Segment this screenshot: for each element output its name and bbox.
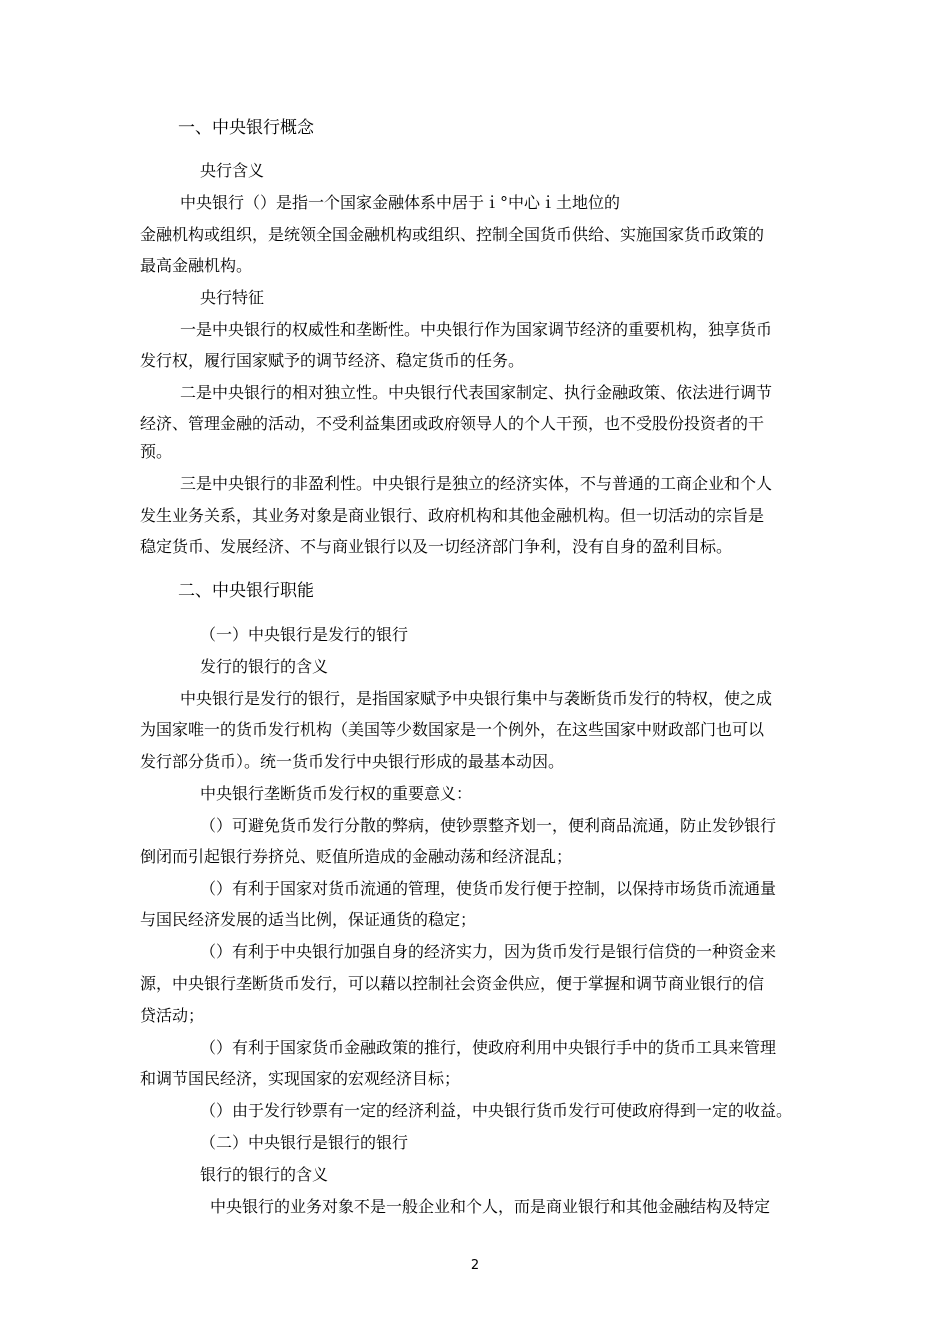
section-heading-2: 二、中央银行职能 [178, 581, 314, 601]
list-item-line: 贷活动； [140, 1006, 205, 1025]
subheading-central-bank-meaning: 央行含义 [200, 161, 265, 180]
paragraph-line: 发行部分货币）。统一货币发行中央银行形成的最基本动因。 [140, 752, 565, 771]
list-item-line: 源，中央银行垄断货币发行，可以藉以控制社会资金供应，便于掌握和调节商业银行的信 [140, 974, 765, 993]
list-item-line: 倒闭而引起银行券挤兑、贬值所造成的金融动荡和经济混乱； [140, 847, 573, 866]
paragraph-line: 预。 [140, 442, 173, 461]
paragraph-line: 二是中央银行的相对独立性。中央银行代表国家制定、执行金融政策、依法进行调节 [180, 383, 773, 402]
list-item-line: （）有利于国家对货币流通的管理，使货币发行便于控制，以保持市场货币流通量 [200, 879, 777, 898]
list-item-line: （）有利于中央银行加强自身的经济实力，因为货币发行是银行信贷的一种资金来 [200, 942, 777, 961]
paragraph-line: 发行权，履行国家赋予的调节经济、稳定货币的任务。 [140, 351, 525, 370]
paragraph-line: 最高金融机构。 [140, 256, 253, 275]
paragraph-line: 中央银行（）是指一个国家金融体系中居于ｉ°中心ｉ土地位的 [180, 193, 621, 212]
paragraph-line: 三是中央银行的非盈利性。中央银行是独立的经济实体，不与普通的工商企业和个人 [180, 474, 773, 493]
section-heading-1: 一、中央银行概念 [178, 118, 314, 138]
paragraph-line: 为国家唯一的货币发行机构（美国等少数国家是一个例外，在这些国家中财政部门也可以 [140, 720, 765, 739]
list-item-line: 和调节国民经济，实现国家的宏观经济目标； [140, 1069, 461, 1088]
page-number: 2 [470, 1258, 480, 1273]
subheading-bankers-bank-meaning: 银行的银行的含义 [200, 1165, 329, 1184]
paragraph-line: 金融机构或组织，是统领全国金融机构或组织、控制全国货币供给、实施国家货币政策的 [140, 225, 765, 244]
subheading-central-bank-features: 央行特征 [200, 288, 265, 307]
paragraph-line: 经济、管理金融的活动，不受利益集团或政府领导人的个人干预，也不受股份投资者的干 [140, 414, 765, 433]
list-item-line: （）可避免货币发行分散的弊病，使钞票整齐划一，便利商品流通，防止发钞银行 [200, 816, 777, 835]
list-item-line: （）由于发行钞票有一定的经济利益，中央银行货币发行可使政府得到一定的收益。 [200, 1101, 793, 1120]
paragraph-line: 一是中央银行的权威性和垄断性。中央银行作为国家调节经济的重要机构，独享货币 [180, 320, 773, 339]
paragraph-line: 发生业务关系，其业务对象是商业银行、政府机构和其他金融机构。但一切活动的宗旨是 [140, 506, 765, 525]
subheading-issuing-bank-meaning: 发行的银行的含义 [200, 657, 329, 676]
paragraph-line: 中央银行是发行的银行，是指国家赋予中央银行集中与袭断货币发行的特权，使之成 [180, 689, 773, 708]
list-item-line: （）有利于国家货币金融政策的推行，使政府利用中央银行手中的货币工具来管理 [200, 1038, 777, 1057]
paragraph-line: 稳定货币、发展经济、不与商业银行以及一切经济部门争利，没有自身的盈利目标。 [140, 537, 733, 556]
subheading-issuing-bank: （一）中央银行是发行的银行 [200, 625, 409, 644]
list-item-line: 与国民经济发展的适当比例，保证通货的稳定； [140, 910, 477, 929]
paragraph-line: 中央银行的业务对象不是一般企业和个人，而是商业银行和其他金融结构及特定 [210, 1197, 771, 1216]
subheading-bankers-bank: （二）中央银行是银行的银行 [200, 1133, 409, 1152]
subheading-monopoly-significance: 中央银行垄断货币发行权的重要意义： [200, 784, 473, 803]
